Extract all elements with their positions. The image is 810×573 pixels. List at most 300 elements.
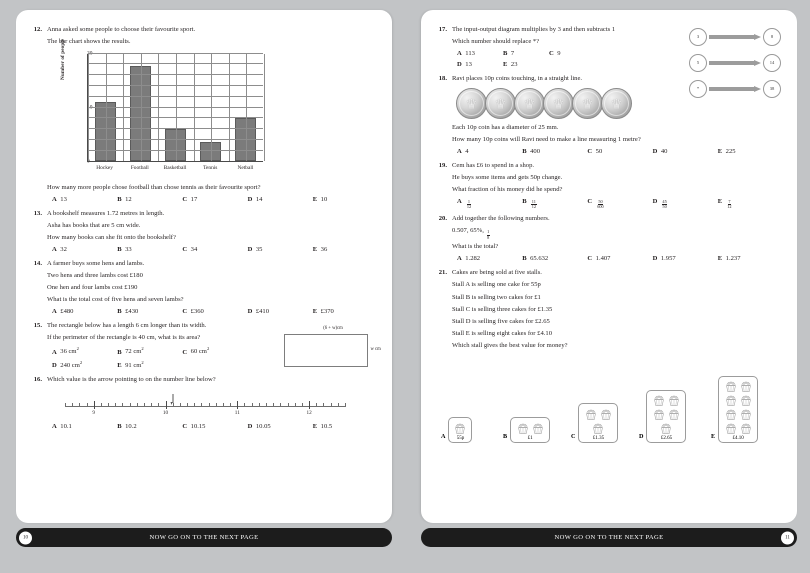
next-page-banner-left <box>16 528 392 547</box>
option-text: 34 <box>190 246 198 254</box>
machine-input-value: * <box>689 80 707 98</box>
answer-options-q18 <box>452 148 783 157</box>
option-q20-c[interactable] <box>587 255 652 264</box>
cake-stall-a[interactable] <box>441 417 472 443</box>
option-letter: B <box>522 255 527 263</box>
option-q16-d[interactable] <box>248 423 313 432</box>
question-number: 17. <box>438 26 447 33</box>
cupcake-icon <box>724 408 738 421</box>
question-text-line: Cakes are being sold at five stalls. <box>452 269 542 277</box>
option-text: 4 <box>465 147 469 155</box>
cupcake-icon <box>724 380 738 393</box>
number-line-minor-tick <box>130 403 131 407</box>
question-text-line: The input-output diagram multiplies by 3 and then subtracts 1 <box>452 26 616 33</box>
option-q16-b[interactable] <box>117 423 182 432</box>
question-text-line: Ravi places 10p coins touching, in a straight line. <box>452 74 583 82</box>
option-q13-e[interactable] <box>313 246 378 255</box>
question-text-line: Cem has £6 to spend in a shop. <box>452 161 535 169</box>
chart-x-label: Basketball <box>163 164 187 171</box>
coin-row-figure <box>456 88 783 119</box>
option-text: 10.5 <box>320 423 333 431</box>
question-21 <box>435 269 783 354</box>
option-q12-a[interactable] <box>52 196 117 205</box>
fraction-denominator: 8 <box>487 234 490 240</box>
number-line-minor-tick <box>266 403 267 407</box>
option-q18-e[interactable] <box>718 148 783 157</box>
question-prompt: What is the total? <box>452 243 499 251</box>
number-line-label: 10 <box>162 410 169 417</box>
option-q12-e[interactable] <box>313 196 378 205</box>
cupcake-icon <box>739 380 753 393</box>
option-text: 1.957 <box>660 255 676 263</box>
cupcake-icon <box>724 394 738 407</box>
stall-price: £2.65 <box>660 435 673 441</box>
question-text-line: One hen and four lambs cost £190 <box>47 284 138 292</box>
page-number-bubble-left: 10 <box>19 531 32 544</box>
question-text-line: The rectangle below has a length 6 cm longer than its width. <box>47 322 207 330</box>
question-text-line: Stall C is selling three cakes for £1.35 <box>452 305 553 313</box>
option-q19-e[interactable] <box>718 198 783 210</box>
question-text-line: Which number should replace *? <box>452 38 540 46</box>
option-q16-c[interactable] <box>182 423 247 432</box>
fraction-denominator: 12 <box>727 204 732 210</box>
option-q18-a[interactable] <box>457 148 522 157</box>
option-letter: A <box>52 246 57 254</box>
number-line-minor-tick <box>223 403 224 407</box>
option-text: £370 <box>320 308 334 316</box>
number-line-minor-tick <box>79 403 80 407</box>
stall-letter: B <box>503 432 508 440</box>
cake-stall-b[interactable] <box>503 417 550 443</box>
number-line-minor-tick <box>209 403 210 407</box>
number-line-minor-tick <box>295 403 296 407</box>
numbers-to-add <box>452 227 783 240</box>
option-q18-d[interactable] <box>653 148 718 157</box>
cake-box <box>448 417 472 443</box>
number-line-minor-tick <box>108 403 109 407</box>
option-letter: B <box>117 308 122 316</box>
option-q14-e[interactable] <box>313 308 378 317</box>
option-q17-c[interactable] <box>549 50 595 59</box>
question-number: 15. <box>33 322 42 330</box>
option-q13-a[interactable] <box>52 246 117 255</box>
cupcake-grid <box>514 421 546 435</box>
cupcake-icon <box>652 408 666 421</box>
number-line-major-tick <box>94 401 95 409</box>
option-q17-a[interactable] <box>457 50 503 59</box>
number-line-minor-tick <box>331 403 332 407</box>
stall-price: 55p <box>456 435 465 441</box>
option-text: 13 <box>465 61 472 69</box>
cupcake-grid <box>582 407 614 435</box>
chart-x-label: Netball <box>237 164 254 171</box>
cupcake-icon <box>739 422 753 435</box>
question-text-line: Stall E is selling eight cakes for £4.10 <box>452 329 552 337</box>
option-letter: D <box>247 423 253 431</box>
number-line-minor-tick <box>180 403 181 407</box>
cupcake-icon <box>652 394 666 407</box>
superscript: 2 <box>141 346 144 352</box>
option-text: 9 <box>557 50 561 58</box>
option-text: 225 <box>725 147 736 155</box>
number-line-label: 12 <box>306 410 312 417</box>
machine-row <box>689 28 781 46</box>
number-line-label: 9 <box>92 410 95 417</box>
cupcake-icon <box>531 422 545 435</box>
option-letter: D <box>652 255 658 263</box>
option-q12-b[interactable] <box>117 196 182 205</box>
number-line-minor-tick <box>87 403 88 407</box>
cake-stall-d[interactable] <box>639 390 686 443</box>
question-text-line: Stall D is selling five cakes for £2.65 <box>452 317 550 325</box>
question-number: 19. <box>438 161 447 169</box>
number-line-minor-tick <box>144 403 145 407</box>
option-q19-c[interactable] <box>587 198 652 210</box>
option-text: 50 <box>595 147 603 155</box>
cake-box <box>646 390 686 443</box>
next-page-banner-right <box>421 528 797 547</box>
cupcake-icon <box>599 408 613 421</box>
option-text: 1.282 <box>465 255 481 263</box>
option-letter: B <box>117 348 122 356</box>
number-line-minor-tick <box>288 403 289 407</box>
option-letter: B <box>503 50 508 58</box>
machine-row <box>689 54 781 72</box>
option-q17-e[interactable] <box>503 61 549 70</box>
option-text: 7 <box>510 50 515 58</box>
cupcake-icon <box>659 422 673 435</box>
number-line-minor-tick <box>187 403 188 407</box>
question-text-line: Two hens and three lambs cost £180 <box>47 272 143 280</box>
option-letter: B <box>522 147 527 155</box>
number-line-minor-tick <box>252 403 253 407</box>
option-letter: E <box>717 147 723 155</box>
number-line-minor-tick <box>259 403 260 407</box>
question-text-line: A farmer buys some hens and lambs. <box>47 260 145 268</box>
option-q14-a[interactable] <box>52 308 117 317</box>
number-line-minor-tick <box>338 403 339 407</box>
option-letter: D <box>247 246 253 254</box>
option-text: 10.2 <box>125 423 137 431</box>
question-text-line: Anna asked some people to choose their favourite sport. <box>47 26 196 33</box>
question-14 <box>30 260 378 317</box>
option-letter: A <box>52 348 57 356</box>
fraction <box>466 200 471 210</box>
option-text: 10.05 <box>255 423 271 431</box>
option-letter: D <box>247 308 253 316</box>
fraction-numerator: 11 <box>531 199 536 205</box>
coin-icon: ♛ <box>543 88 574 119</box>
question-text-line: Which value is the arrow pointing to on the number line below? <box>47 375 216 383</box>
question-text-line: If the perimeter of the rectangle is 40 cm, what is its area? <box>47 334 201 342</box>
option-text: 36 $cm^2$ <box>60 346 79 356</box>
option-q13-c[interactable] <box>182 246 247 255</box>
answer-options-q16 <box>47 423 378 432</box>
option-text: 60 $cm^2$ <box>190 346 210 356</box>
answer-options-q17-row2 <box>452 61 687 70</box>
fraction-denominator: 600 <box>597 204 604 210</box>
coin-icon: ♛ <box>485 88 516 119</box>
question-text-line: Stall B is selling two cakes for £1 <box>452 293 541 301</box>
cupcake-icon <box>739 408 753 421</box>
option-letter: E <box>312 423 318 431</box>
answer-options-q12 <box>47 196 378 205</box>
stall-letter: E <box>711 432 716 440</box>
option-q15-d[interactable] <box>52 360 117 371</box>
question-prompt: How many more people chose football than chose tennis as their favourite sport? <box>47 183 261 191</box>
number-line-minor-tick <box>280 403 281 407</box>
cupcake-icon <box>453 422 467 435</box>
cupcake-icon <box>667 394 681 407</box>
option-letter: D <box>652 147 658 155</box>
stall-letter: C <box>571 432 576 440</box>
number-line-axis <box>65 406 345 407</box>
question-18 <box>435 75 783 157</box>
superscript: 2 <box>141 359 144 365</box>
fraction-denominator: 50 <box>662 204 667 210</box>
cake-stalls-figure <box>435 359 783 445</box>
option-text: 35 <box>255 246 263 254</box>
option-q14-b[interactable] <box>117 308 182 317</box>
option-letter: A <box>457 255 462 263</box>
fraction-numerator: 1 <box>487 229 490 235</box>
option-q14-c[interactable] <box>182 308 247 317</box>
option-letter: A <box>457 198 462 206</box>
number-line-minor-tick <box>216 403 217 407</box>
option-text: 1.407 <box>595 255 611 263</box>
coin-icon: ♛ <box>601 88 632 119</box>
option-q15-a[interactable] <box>52 346 117 357</box>
option-q15-b[interactable] <box>117 346 182 357</box>
option-text: 65.632 <box>530 255 549 263</box>
stall-price: £1.35 <box>592 435 605 441</box>
cake-stall-c[interactable] <box>571 403 618 443</box>
option-letter: D <box>652 198 658 206</box>
question-text-line: Stall A is selling one cake for 55p <box>452 281 541 289</box>
number-line-major-tick <box>309 401 310 409</box>
option-q20-a[interactable] <box>457 255 522 264</box>
option-letter: E <box>312 308 318 316</box>
option-q18-b[interactable] <box>522 148 587 157</box>
option-letter: B <box>117 423 122 431</box>
number-line-minor-tick <box>302 403 303 407</box>
option-text: 23 <box>510 61 518 69</box>
machine-output-value: 38 <box>763 80 781 98</box>
stall-price: £4.10 <box>732 435 744 441</box>
cupcake-icon <box>739 394 753 407</box>
number-line-minor-tick <box>230 403 231 407</box>
option-q13-b[interactable] <box>117 246 182 255</box>
fraction-denominator: 12 <box>466 204 472 210</box>
chart-plot-area <box>87 54 263 162</box>
fraction-denominator: 12 <box>531 204 536 210</box>
question-text-line: How many books can she fit onto the bookshelf? <box>47 234 176 242</box>
option-q17-d[interactable] <box>457 61 503 70</box>
option-letter: E <box>717 255 723 263</box>
option-letter: C <box>182 423 188 431</box>
option-q15-c[interactable] <box>182 346 247 357</box>
fraction-numerator: 7 <box>728 199 731 205</box>
rectangle-shape <box>284 334 368 367</box>
number-line-minor-tick <box>201 403 202 407</box>
option-letter: D <box>457 61 462 69</box>
fraction <box>597 200 605 210</box>
question-number: 20. <box>438 214 447 222</box>
option-q16-e[interactable] <box>313 423 378 432</box>
stall-price: £1 <box>527 435 533 441</box>
banner-label: NOW GO ON TO THE NEXT PAGE <box>554 534 664 541</box>
option-text: 72 $cm^2$ <box>125 346 144 356</box>
fraction-numerator: 1 <box>467 199 471 205</box>
option-letter: E <box>312 246 318 254</box>
option-text: 10 <box>320 196 328 204</box>
chart-y-tick-20: 20 <box>87 50 93 57</box>
option-q16-a[interactable] <box>52 423 117 432</box>
banner-label: NOW GO ON TO THE NEXT PAGE <box>149 534 259 541</box>
option-text: 17 <box>190 196 198 204</box>
numbers-prefix: 0.507, 65%, <box>452 226 484 234</box>
number-line-minor-tick <box>158 403 159 407</box>
option-text: 10.15 <box>190 423 206 431</box>
option-q20-b[interactable] <box>522 255 587 264</box>
option-letter: A <box>52 423 57 431</box>
number-line-minor-tick <box>273 403 274 407</box>
option-letter: E <box>717 198 723 206</box>
number-line-minor-tick <box>137 403 138 407</box>
coin-icon: ♛ <box>572 88 603 119</box>
option-text: 32 <box>60 246 67 254</box>
option-letter: C <box>182 196 188 204</box>
superscript: 2 <box>206 346 210 352</box>
chart-y-tick-10: 10 <box>87 104 93 111</box>
number-line-minor-tick <box>65 403 66 407</box>
superscript: 2 <box>79 359 83 365</box>
cupcake-icon <box>591 422 605 435</box>
option-q19-d[interactable] <box>653 198 718 210</box>
machine-input-value: 5 <box>689 54 707 72</box>
question-number: 14. <box>33 260 42 268</box>
option-text: £360 <box>190 308 204 316</box>
option-text: 12 <box>125 196 132 204</box>
machine-output-value: 8 <box>763 28 781 46</box>
number-line-minor-tick <box>345 403 346 407</box>
cupcake-icon <box>667 408 681 421</box>
option-q14-d[interactable] <box>248 308 313 317</box>
option-letter: C <box>587 255 593 263</box>
question-text-line: What is the total cost of five hens and seven lambs? <box>47 296 184 304</box>
answer-options-q19 <box>452 198 783 210</box>
option-q12-d[interactable] <box>248 196 313 205</box>
chart-y-axis-label: Number of people <box>60 38 66 80</box>
question-20 <box>435 215 783 264</box>
number-line-major-tick <box>237 401 238 409</box>
option-q19-b[interactable] <box>522 198 587 210</box>
question-number: 18. <box>438 74 447 82</box>
right-banner-wrap <box>421 528 797 547</box>
question-15 <box>30 322 381 370</box>
number-line-minor-tick <box>323 403 324 407</box>
option-text: £480 <box>60 308 74 316</box>
option-letter: D <box>52 361 57 369</box>
number-line-minor-tick <box>72 403 73 407</box>
number-line-arrow-icon <box>170 394 175 406</box>
right-page-column <box>405 0 810 573</box>
option-q12-c[interactable] <box>182 196 247 205</box>
option-text: 13 <box>60 196 67 204</box>
question-text-line: A bookshelf measures 1.72 metres in length. <box>47 209 165 217</box>
option-q20-e[interactable] <box>718 255 783 264</box>
left-page <box>16 10 392 523</box>
coin-icon: ♛ <box>456 88 487 119</box>
number-line-figure <box>65 394 345 420</box>
rectangle-width-label: w cm <box>370 346 381 352</box>
number-line-minor-tick <box>115 403 116 407</box>
option-q13-d[interactable] <box>248 246 313 255</box>
answer-options-q13 <box>47 246 378 255</box>
option-q20-d[interactable] <box>653 255 718 264</box>
number-line-minor-tick <box>101 403 102 407</box>
option-letter: C <box>182 348 188 356</box>
option-letter: D <box>247 196 253 204</box>
question-number: 21. <box>438 269 447 277</box>
page-number-bubble-right: 11 <box>781 531 794 544</box>
chart-x-label: Hockey <box>96 164 113 171</box>
rectangle-length-label: (6 + w)cm <box>323 326 343 332</box>
option-letter: B <box>522 198 527 206</box>
answer-options-q20 <box>452 255 783 264</box>
arrow-right-icon <box>709 60 761 67</box>
stall-letter: D <box>639 432 644 440</box>
question-text-line: The bar chart shows the results. <box>47 38 131 46</box>
option-q17-b[interactable] <box>503 50 549 59</box>
cupcake-grid <box>722 380 754 435</box>
number-line-label: 11 <box>234 410 240 417</box>
fraction <box>662 200 667 210</box>
question-text-line: Add together the following numbers. <box>452 214 550 222</box>
option-letter: A <box>52 308 57 316</box>
cupcake-icon <box>584 408 598 421</box>
cupcake-grid <box>452 421 468 435</box>
option-q15-e[interactable] <box>117 360 182 371</box>
fraction-numerator: 45 <box>662 199 667 205</box>
question-number: 16. <box>33 375 42 383</box>
rectangle-figure <box>284 326 382 366</box>
coin-icon: ♛ <box>514 88 545 119</box>
option-letter: C <box>182 246 188 254</box>
arrow-right-icon <box>709 34 761 41</box>
option-letter: A <box>457 50 462 58</box>
option-q18-c[interactable] <box>587 148 652 157</box>
cake-stall-e[interactable] <box>711 376 758 443</box>
option-letter: B <box>117 196 122 204</box>
answer-options-q17-row1 <box>452 50 687 59</box>
option-text: 1.237 <box>725 255 741 263</box>
option-q19-a[interactable] <box>457 198 522 210</box>
option-letter: E <box>117 361 122 369</box>
option-letter: B <box>117 246 122 254</box>
option-letter: E <box>312 196 318 204</box>
left-banner-wrap <box>16 528 392 547</box>
chart-y-tick-0: 0 <box>87 158 90 165</box>
question-number: 12. <box>33 26 42 33</box>
machine-output-value: 14 <box>763 54 781 72</box>
cupcake-grid <box>650 394 682 435</box>
option-text: 400 <box>530 147 540 155</box>
option-text: 40 <box>660 147 668 155</box>
question-text-line: What fraction of his money did he spend? <box>452 186 563 194</box>
option-letter: C <box>182 308 188 316</box>
fraction <box>727 200 732 210</box>
